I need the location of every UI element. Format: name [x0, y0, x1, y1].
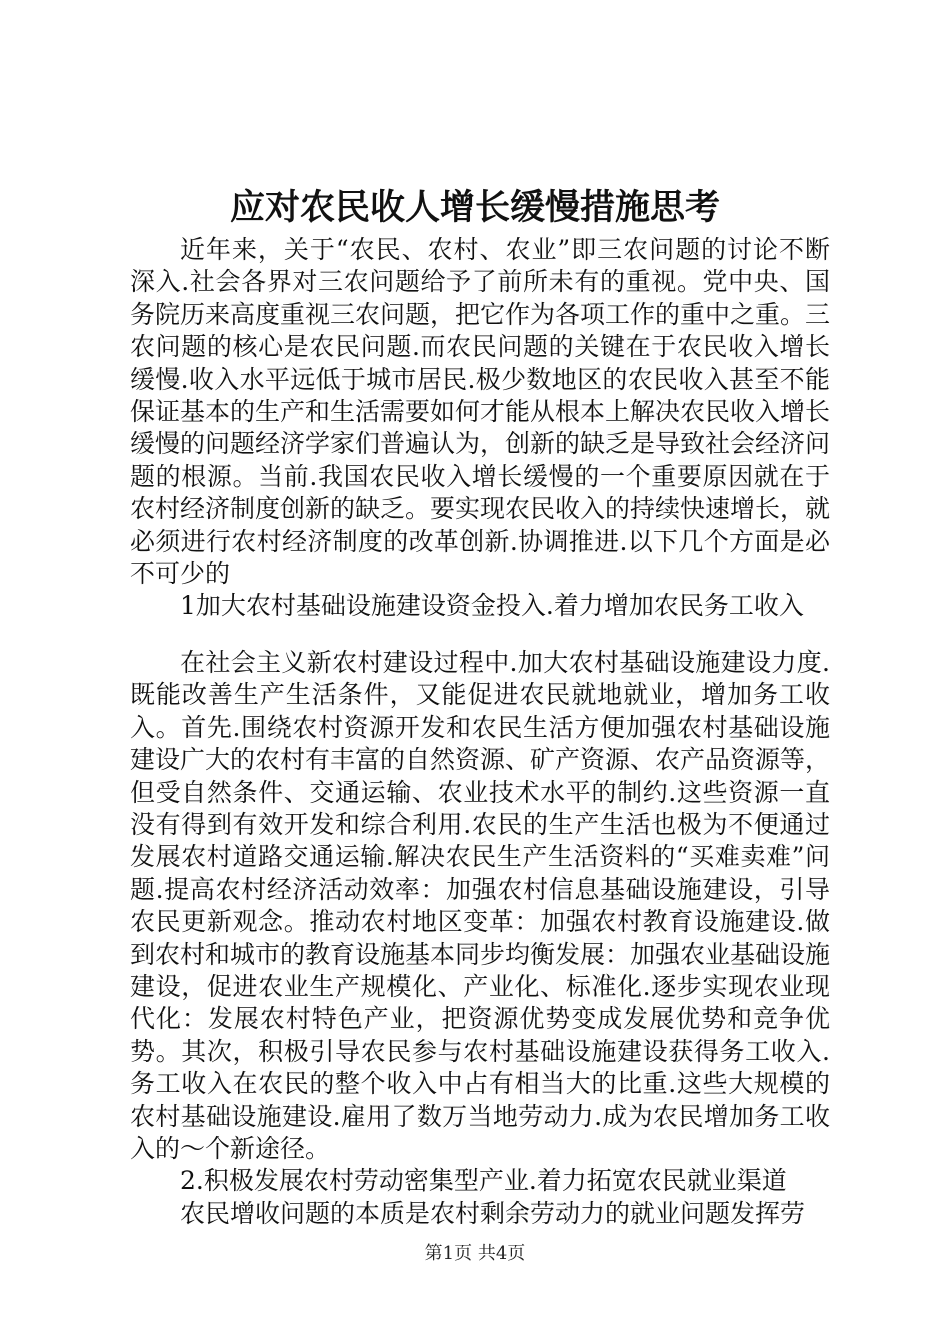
paragraph-gap	[130, 623, 830, 647]
section-heading-1: 1加大农村基础设施建设资金投入.着力增加农民务工收入	[180, 591, 804, 621]
section-heading-2: 2.积极发展农村劳动密集型产业.着力拓宽农民就业渠道	[180, 1166, 787, 1196]
section-2-paragraph: 农民增收问题的本质是农村剩余劳动力的就业问题发挥劳	[180, 1198, 806, 1228]
document-body	[130, 234, 830, 1230]
page-footer: 第1页 共4页	[424, 1243, 526, 1264]
section-1-paragraph: 在社会主义新农村建设过程中.加大农村基础设施建设力度.既能改善生产生活条件，又能促进农民就地就业，增加务工收入。首先.围绕农村资源开发和农民生活方便加强农村基础设施建设广大的农村有丰富的自然资源、矿产资源、农产品资源等，但受自然条件、交通运输、农业技术水平的制约.这些资源一直没有得到有效开发和综合利用.农民的生产生活也极为不便通过发展农村道路交通运输.解决农民生产生活资料的“买难卖难”问题.提高农村经济活动效率：加强农村信息基础设施建设，引导农民更新观念。推动农村地区变革：加强农村教育设施建设.做到农村和城市的教育设施基本同步均衡发展：加强农业基础设施建设，促进农业生产规模化、产业化、标准化.逐步实现农业现代化：发展农村特色产业，把资源优势变成发展优势和竞争优势。其次，积极引导农民参与农村基础设施建设获得务工收入.务工收入在农民的整个收入中占有相当大的比重.这些大规模的农村基础设施建设.雇用了数万当地劳动力.成为农民增加务工收入的～个新途径。	[130, 647, 831, 1163]
document-title: 应对农民收人增长缓慢措施思考	[229, 187, 720, 228]
intro-paragraph: 近年来，关于“农民、农村、农业”即三农问题的讨论不断深入.社会各界对三农问题给予了前所未有的重视。党中央、国务院历来高度重视三农问题，把它作为各项工作的重中之重。三农问题的核心是农民问题.而农民问题的关键在于农民收入增长缓慢.收入水平远低于城市居民.极少数地区的农民收入甚至不能保证基本的生产和生活需要如何才能从根本上解决农民收入增长缓慢的问题经济学家们普遍认为，创新的缺乏是导致社会经济问题的根源。当前.我国农民收入增长缓慢的一个重要原因就在于农村经济制度创新的缺乏。要实现农民收入的持续快速增长，就必须进行农村经济制度的改革创新.协调推进.以下几个方面是必不可少的	[130, 235, 831, 589]
